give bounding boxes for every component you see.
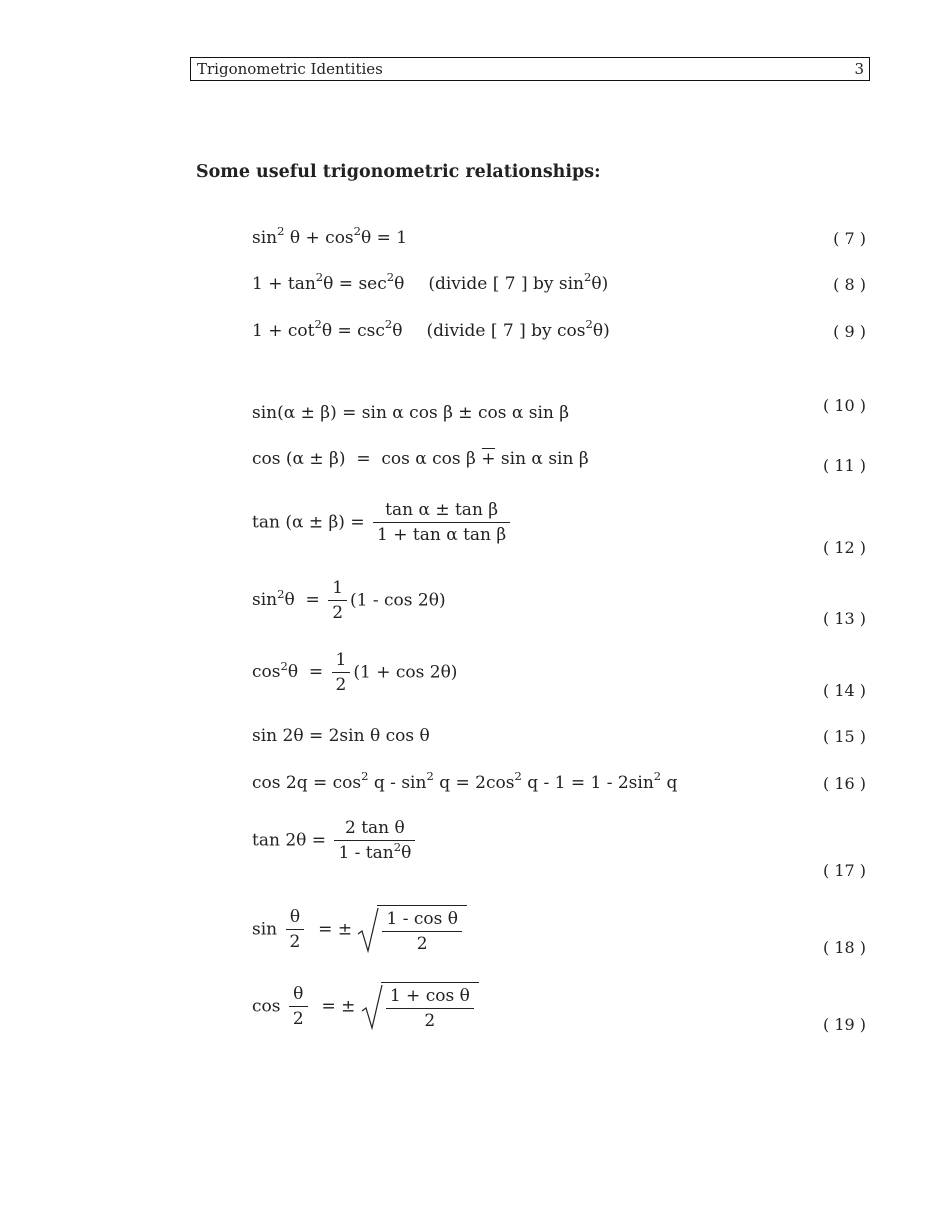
equation-number-8: ( 8 ) [833,275,866,294]
equation-number-9: ( 9 ) [833,322,866,341]
equation-8-note: (divide [ 7 ] by $\sin^2\theta$) [428,270,609,294]
equation-number-15: ( 15 ) [822,727,866,746]
equation-number-10: ( 10 ) [822,396,866,415]
equation-9: $1 + \cot^2\theta = \csc^2\theta$ (divide [ 7 ] by $\cos^2\theta$) [252,317,610,341]
equation-14: $\cos^2\theta$ = $\frac{1}{2}$ (1 + cos 2θ) [252,650,458,696]
equation-7: $\sin^2 \theta + \cos^2\theta = 1$ [252,224,408,248]
equation-9-note: (divide [ 7 ] by $\cos^2\theta$) [426,317,610,341]
equation-number-7: ( 7 ) [833,229,866,248]
equation-12-fraction: $\frac{\text{tan α ± tan β}}{\text{1 + tan α tan β}}$ [373,500,510,546]
equation-10: sin(α ± β) = sin α cos β ± cos α sin β [252,403,570,423]
section-heading: Some useful trigonometric relationships: [196,162,601,182]
equation-18: sin $\frac{\theta}{2}$ = ± $\frac{\text{1 - cos θ}}{2}$ [252,905,467,955]
equation-13: $\sin^2\theta$ = $\frac{1}{2}$ (1 - cos 2θ) [252,578,446,624]
equation-15: sin 2θ = 2sin θ cos θ [252,726,430,746]
equation-8: $1 + \tan^2\theta = \sec^2\theta$ (divide [ 7 ] by $\sin^2\theta$) [252,270,609,294]
equation-number-13: ( 13 ) [822,609,866,628]
equation-17-fraction: $\frac{\text{2 tan θ}}{1 - \tan^2\theta}$ [334,818,415,864]
square-root: $\frac{\text{1 + cos θ}}{2}$ [361,982,479,1032]
equation-11: cos (α ± β) = cos α cos β + sin α sin β [252,449,589,469]
equation-number-19: ( 19 ) [822,1015,866,1034]
equation-number-11: ( 11 ) [822,456,866,475]
equation-number-12: ( 12 ) [822,538,866,557]
equation-12: tan (α ± β) = $\frac{\text{tan α ± tan β}}{\text{1 + tan α tan β}}$ [252,500,513,546]
equation-number-18: ( 18 ) [822,938,866,957]
page-number: 3 [854,60,864,78]
equation-number-17: ( 17 ) [822,861,866,880]
header-title: Trigonometric Identities [197,60,383,78]
equation-number-16: ( 16 ) [822,774,866,793]
equation-17: tan 2θ = $\frac{\text{2 tan θ}}{1 - \tan^2\theta}$ [252,818,418,864]
equation-number-14: ( 14 ) [822,681,866,700]
square-root: $\frac{\text{1 - cos θ}}{2}$ [357,905,467,955]
page-header [190,57,870,81]
minus-plus-sign: + [481,449,496,469]
equation-16: $\cos 2q = \cos^2 q - \sin^2 q = 2\cos^2$ $q - 1 = 1 - 2\sin^2$ q [252,769,678,793]
equation-19: cos $\frac{\theta}{2}$ = ± $\frac{\text{1 + cos θ}}{2}$ [252,982,479,1032]
